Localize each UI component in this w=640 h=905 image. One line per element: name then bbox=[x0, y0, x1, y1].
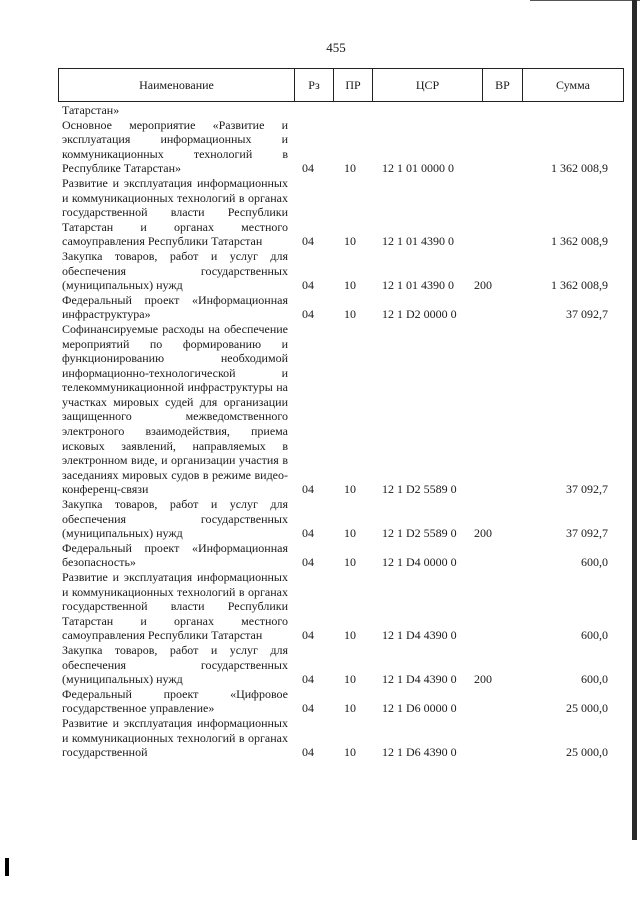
row-pr: 10 bbox=[344, 278, 356, 293]
row-name: Основное мероприятие «Развитие и эксплуатация информационных и коммуникационных технологий в Республике Татарстан» bbox=[62, 117, 288, 176]
table-row bbox=[62, 643, 608, 687]
header-pr: ПР bbox=[334, 69, 373, 101]
row-values bbox=[62, 234, 608, 249]
row-pr: 10 bbox=[344, 701, 356, 716]
header-sum: Сумма bbox=[556, 77, 590, 92]
row-values bbox=[62, 701, 608, 716]
row-rz: 04 bbox=[302, 278, 314, 293]
page-number: 455 bbox=[326, 40, 346, 55]
row-rz: 04 bbox=[302, 701, 314, 716]
row-values bbox=[62, 526, 608, 541]
row-name: Развитие и эксплуатация информационных и коммуникационных технологий в органах государственной bbox=[62, 715, 288, 760]
row-values bbox=[62, 278, 608, 293]
row-name: Федеральный проект «Информационная безопасность» bbox=[62, 540, 288, 570]
row-pr: 10 bbox=[344, 555, 356, 570]
table-row bbox=[62, 118, 608, 176]
header-name: Наименование bbox=[59, 69, 295, 101]
row-csr: 12 1 D2 0000 0 bbox=[382, 307, 457, 322]
row-values bbox=[62, 161, 608, 176]
row-sum: 600,0 bbox=[581, 628, 608, 643]
header-csr: ЦСР bbox=[373, 69, 483, 101]
row-pr: 10 bbox=[344, 161, 356, 176]
row-pr: 10 bbox=[344, 526, 356, 541]
row-csr: 12 1 01 4390 0 bbox=[382, 234, 454, 249]
row-rz: 04 bbox=[302, 482, 314, 497]
table-row bbox=[62, 103, 608, 118]
row-sum: 37 092,7 bbox=[566, 482, 608, 497]
row-name: Развитие и эксплуатация информационных и коммуникационных технологий в органах государственной власти Республики Татарстан и органах местного самоуправления Республики Татарстан bbox=[62, 570, 288, 643]
row-csr: 12 1 D4 4390 0 bbox=[382, 672, 457, 687]
row-pr: 10 bbox=[344, 482, 356, 497]
row-name: Федеральный проект «Цифровое государственное управление» bbox=[62, 686, 288, 716]
row-csr: 12 1 D6 4390 0 bbox=[382, 745, 457, 760]
row-rz: 04 bbox=[302, 526, 314, 541]
table-row bbox=[62, 322, 608, 497]
scan-artifact-mark bbox=[5, 858, 9, 876]
row-csr: 12 1 D2 5589 0 bbox=[382, 482, 457, 497]
row-values bbox=[62, 745, 608, 760]
header-vr: ВР bbox=[483, 69, 523, 101]
table-header bbox=[58, 68, 624, 102]
row-sum: 600,0 bbox=[581, 672, 608, 687]
table-row bbox=[62, 249, 608, 293]
row-pr: 10 bbox=[344, 745, 356, 760]
row-vr: 200 bbox=[474, 672, 492, 687]
row-rz: 04 bbox=[302, 161, 314, 176]
row-csr: 12 1 D6 0000 0 bbox=[382, 701, 457, 716]
row-sum: 25 000,0 bbox=[566, 701, 608, 716]
row-values bbox=[62, 482, 608, 497]
row-pr: 10 bbox=[344, 672, 356, 687]
row-name: Закупка товаров, работ и услуг для обеспечения государственных (муниципальных) нужд bbox=[62, 642, 288, 687]
row-values bbox=[62, 672, 608, 687]
row-values bbox=[62, 555, 608, 570]
row-values bbox=[62, 628, 608, 643]
table-row bbox=[62, 687, 608, 716]
table-row bbox=[62, 497, 608, 541]
row-vr: 200 bbox=[474, 526, 492, 541]
row-values bbox=[62, 307, 608, 322]
row-name: Софинансируемые расходы на обеспечение мероприятий по формированию и функционированию необходимой информационно-технологической и телекоммуникационной инфраструктуры на участках мировых судей для организации защищенного межведомственного электроного взаимодействия, приема исковых заявлений, направляемых в электронном виде, и организации участия в заседаниях мировых судов в режиме видео-конференц-связи bbox=[62, 321, 288, 497]
row-csr: 12 1 D2 5589 0 bbox=[382, 526, 457, 541]
row-csr: 12 1 D4 0000 0 bbox=[382, 555, 457, 570]
row-sum: 1 362 008,9 bbox=[551, 161, 608, 176]
table-row bbox=[62, 176, 608, 249]
row-csr: 12 1 01 4390 0 bbox=[382, 278, 454, 293]
table-row bbox=[62, 716, 608, 760]
row-csr: 12 1 D4 4390 0 bbox=[382, 628, 457, 643]
table-row bbox=[62, 570, 608, 643]
row-pr: 10 bbox=[344, 628, 356, 643]
scan-right-edge bbox=[632, 0, 637, 840]
table-row bbox=[62, 293, 608, 322]
row-sum: 600,0 bbox=[581, 555, 608, 570]
row-csr: 12 1 01 0000 0 bbox=[382, 161, 454, 176]
row-pr: 10 bbox=[344, 234, 356, 249]
row-name: Развитие и эксплуатация информационных и коммуникационных технологий в органах государственной власти Республики Татарстан и органах местного самоуправления Республики Татарстан bbox=[62, 175, 288, 249]
row-name: Татарстан» bbox=[62, 103, 120, 117]
row-name: Федеральный проект «Информационная инфраструктура» bbox=[62, 292, 288, 322]
row-sum: 1 362 008,9 bbox=[551, 234, 608, 249]
row-rz: 04 bbox=[302, 672, 314, 687]
row-rz: 04 bbox=[302, 307, 314, 322]
row-sum: 1 362 008,9 bbox=[551, 278, 608, 293]
row-vr: 200 bbox=[474, 278, 492, 293]
row-sum: 37 092,7 bbox=[566, 526, 608, 541]
row-sum: 25 000,0 bbox=[566, 745, 608, 760]
row-name: Закупка товаров, работ и услуг для обеспечения государственных (муниципальных) нужд bbox=[62, 248, 288, 293]
row-rz: 04 bbox=[302, 628, 314, 643]
row-rz: 04 bbox=[302, 745, 314, 760]
table-row bbox=[62, 541, 608, 570]
row-sum: 37 092,7 bbox=[566, 307, 608, 322]
row-pr: 10 bbox=[344, 307, 356, 322]
row-rz: 04 bbox=[302, 555, 314, 570]
row-values bbox=[62, 103, 608, 118]
header-rz: Рз bbox=[295, 69, 334, 101]
row-name: Закупка товаров, работ и услуг для обеспечения государственных (муниципальных) нужд bbox=[62, 497, 288, 541]
scan-top-edge bbox=[530, 0, 640, 1]
table-body bbox=[62, 103, 608, 760]
row-rz: 04 bbox=[302, 234, 314, 249]
